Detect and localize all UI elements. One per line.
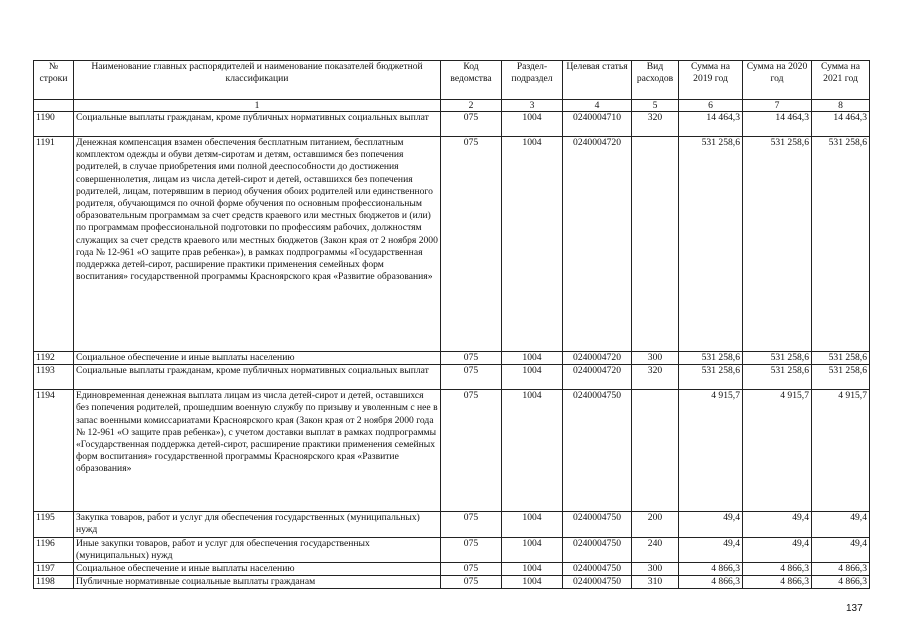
row-sum-2020: 531 258,6 [743, 137, 812, 352]
row-target: 0240004750 [563, 563, 632, 576]
row-sum-2020: 4 915,7 [743, 390, 812, 512]
table-row [34, 352, 870, 365]
row-target: 0240004720 [563, 352, 632, 365]
column-number: 2 [441, 100, 502, 112]
row-dept: 075 [441, 352, 502, 365]
header-name: Наименование главных распорядителей и наименование показателей бюджетной классификации [74, 61, 441, 100]
header-target: Целевая статья [563, 61, 632, 100]
row-sum-2021: 49,4 [812, 537, 870, 562]
row-name: Социальное обеспечение и иные выплаты населению [74, 352, 441, 365]
row-number: 1196 [34, 537, 74, 562]
row-section: 1004 [502, 352, 563, 365]
row-exp-type [632, 137, 679, 352]
row-target: 0240004750 [563, 512, 632, 537]
row-number: 1195 [34, 512, 74, 537]
header-section: Раздел-подраздел [502, 61, 563, 100]
column-number: 6 [679, 100, 743, 112]
row-name: Социальные выплаты гражданам, кроме публичных нормативных социальных выплат [74, 112, 441, 137]
row-target: 0240004720 [563, 137, 632, 352]
table-row [34, 576, 870, 589]
row-dept: 075 [441, 576, 502, 589]
row-sum-2019: 531 258,6 [679, 352, 743, 365]
row-number: 1193 [34, 365, 74, 390]
row-sum-2021: 49,4 [812, 512, 870, 537]
row-name: Иные закупки товаров, работ и услуг для обеспечения государственных (муниципальных) нужд [74, 537, 441, 562]
column-number: 3 [502, 100, 563, 112]
row-exp-type [632, 390, 679, 512]
row-sum-2019: 531 258,6 [679, 137, 743, 352]
row-exp-type: 300 [632, 563, 679, 576]
row-target: 0240004750 [563, 576, 632, 589]
row-sum-2020: 4 866,3 [743, 576, 812, 589]
row-sum-2021: 531 258,6 [812, 352, 870, 365]
row-exp-type: 320 [632, 365, 679, 390]
header-row-no: № строки [34, 61, 74, 100]
page-number: 137 [846, 603, 863, 614]
row-name: Публичные нормативные социальные выплаты гражданам [74, 576, 441, 589]
row-sum-2020: 531 258,6 [743, 352, 812, 365]
table-row [34, 365, 870, 390]
header-2021: Сумма на 2021 год [812, 61, 870, 100]
row-dept: 075 [441, 137, 502, 352]
table-row [34, 537, 870, 562]
row-exp-type: 310 [632, 576, 679, 589]
row-sum-2021: 4 866,3 [812, 563, 870, 576]
row-sum-2019: 14 464,3 [679, 112, 743, 137]
table-row [34, 563, 870, 576]
row-sum-2021: 14 464,3 [812, 112, 870, 137]
column-number [34, 100, 74, 112]
row-name: Закупка товаров, работ и услуг для обеспечения государственных (муниципальных) нужд [74, 512, 441, 537]
row-sum-2019: 531 258,6 [679, 365, 743, 390]
row-sum-2019: 4 915,7 [679, 390, 743, 512]
row-sum-2020: 4 866,3 [743, 563, 812, 576]
row-sum-2020: 531 258,6 [743, 365, 812, 390]
row-name: Социальное обеспечение и иные выплаты населению [74, 563, 441, 576]
row-dept: 075 [441, 512, 502, 537]
row-section: 1004 [502, 512, 563, 537]
row-target: 0240004750 [563, 537, 632, 562]
budget-table [33, 60, 870, 589]
row-sum-2021: 531 258,6 [812, 365, 870, 390]
table-row [34, 390, 870, 512]
row-exp-type: 320 [632, 112, 679, 137]
row-sum-2021: 4 866,3 [812, 576, 870, 589]
row-number: 1192 [34, 352, 74, 365]
row-dept: 075 [441, 365, 502, 390]
header-2020: Сумма на 2020 год [743, 61, 812, 100]
header-row [34, 61, 870, 100]
row-section: 1004 [502, 576, 563, 589]
row-number: 1191 [34, 137, 74, 352]
row-exp-type: 240 [632, 537, 679, 562]
row-number: 1190 [34, 112, 74, 137]
column-number: 4 [563, 100, 632, 112]
row-sum-2020: 49,4 [743, 537, 812, 562]
row-section: 1004 [502, 537, 563, 562]
table-row [34, 512, 870, 537]
column-number: 5 [632, 100, 679, 112]
column-number: 1 [74, 100, 441, 112]
table-row [34, 112, 870, 137]
row-sum-2021: 4 915,7 [812, 390, 870, 512]
table-row [34, 137, 870, 352]
column-number-row [34, 100, 870, 112]
row-target: 0240004750 [563, 390, 632, 512]
row-sum-2019: 49,4 [679, 512, 743, 537]
row-name: Денежная компенсация взамен обеспечения бесплатным питанием, бесплатным комплектом одежды и обуви детям-сиротам и детям, оставшимся без попечения родителей, в случае приобретения ими полной дееспособности до достижения совершеннолетия, лицам из числа детей-сирот и детей, оставшихся без попечения родителей, лицам, потерявшим в период обучения обоих родителей или единственного родителя, обучающимся по очной форме обучения по основным профессиональным образовательным программам за счет средств краевого или местных бюджетов и (или) по программам профессиональной подготовки по профессиям рабочих, должностям служащих за счет средств краевого или местных бюджетов (Закон края от 2 ноября 2000 года № 12-961 «О защите прав ребенка»), в рамках подпрограммы «Государственная поддержка детей-сирот, расширение практики применения семейных форм воспитания» государственной программы Красноярского края «Развитие образования» [74, 137, 441, 352]
row-sum-2019: 4 866,3 [679, 563, 743, 576]
row-section: 1004 [502, 137, 563, 352]
row-dept: 075 [441, 390, 502, 512]
header-2019: Сумма на 2019 год [679, 61, 743, 100]
row-exp-type: 200 [632, 512, 679, 537]
row-sum-2019: 4 866,3 [679, 576, 743, 589]
row-section: 1004 [502, 563, 563, 576]
row-number: 1194 [34, 390, 74, 512]
row-target: 0240004720 [563, 365, 632, 390]
row-dept: 075 [441, 563, 502, 576]
row-section: 1004 [502, 390, 563, 512]
row-dept: 075 [441, 537, 502, 562]
header-dept: Код ведомства [441, 61, 502, 100]
row-section: 1004 [502, 112, 563, 137]
row-number: 1198 [34, 576, 74, 589]
row-name: Социальные выплаты гражданам, кроме публичных нормативных социальных выплат [74, 365, 441, 390]
row-dept: 075 [441, 112, 502, 137]
row-section: 1004 [502, 365, 563, 390]
column-number: 8 [812, 100, 870, 112]
row-target: 0240004710 [563, 112, 632, 137]
header-exp-type: Вид расходов [632, 61, 679, 100]
row-exp-type: 300 [632, 352, 679, 365]
row-name: Единовременная денежная выплата лицам из числа детей-сирот и детей, оставшихся без попечения родителей, прошедшим военную службу по призыву и уволенным с нее в запас военными комиссариатами Красноярского края (Закон края от 2 ноября 2000 года № 12-961 «О защите прав ребенка»), с учетом доставки выплат в рамках подпрограммы «Государственная поддержка детей-сирот, расширение практики применения семейных форм воспитания» государственной программы Красноярского края «Развитие образования» [74, 390, 441, 512]
row-sum-2020: 49,4 [743, 512, 812, 537]
row-number: 1197 [34, 563, 74, 576]
row-sum-2021: 531 258,6 [812, 137, 870, 352]
row-sum-2019: 49,4 [679, 537, 743, 562]
row-sum-2020: 14 464,3 [743, 112, 812, 137]
column-number: 7 [743, 100, 812, 112]
